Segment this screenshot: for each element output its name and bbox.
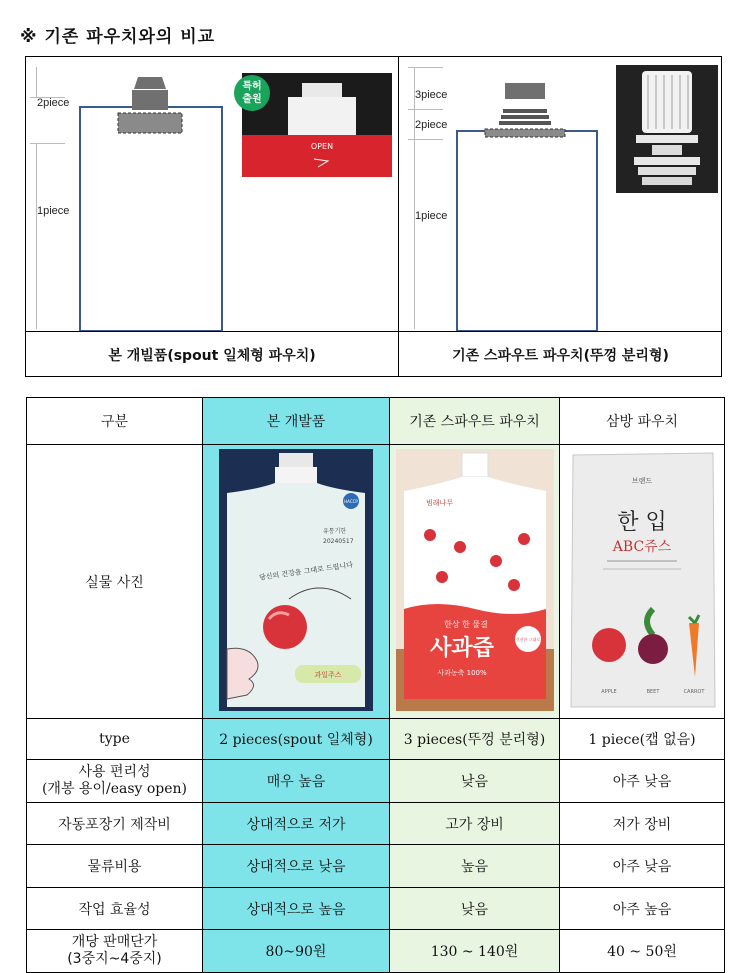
type-new-product: 2 pieces(spout 일체형) [203,719,390,760]
svg-text:과일주스: 과일주스 [314,670,342,679]
label-2piece: 2piece [415,119,448,131]
machine-cost-new-product: 상대적으로 저가 [203,803,390,845]
type-spout-pouch: 3 pieces(뚜껑 분리형) [390,719,560,760]
separate-cap-pouch-diagram [451,73,603,331]
table-row [27,930,725,973]
svg-text:한 입: 한 입 [617,509,667,535]
row-label-logistics: 물류비용 [27,845,203,888]
table-row [27,803,725,845]
table-row [27,760,725,803]
header-three-side-pouch: 삼방 파우치 [560,398,725,445]
spout-pouch-photo [396,449,554,711]
svg-text:20240517: 20240517 [323,537,354,545]
logistics-spout-pouch: 높음 [390,845,560,888]
logistics-new-product: 상대적으로 낮음 [203,845,390,888]
label-1piece: 1piece [37,205,70,217]
unit-price-new-product: 80~90원 [203,930,390,973]
header-category: 구분 [27,398,203,445]
dimension-bracket [36,67,37,97]
efficiency-new-product: 상대적으로 높음 [203,888,390,930]
convenience-three-side-pouch: 아주 낮음 [560,760,725,803]
comparison-table [26,397,725,973]
page-title: ※ 기존 파우치와의 비교 [20,27,216,47]
row-label-photo: 실물 사진 [27,445,203,719]
open-text: OPEN [310,142,334,151]
separate-cap-pouch-caption: 기존 스파우트 파우치(뚜껑 분리형) [452,347,669,364]
convenience-new-product: 매우 높음 [203,760,390,803]
svg-text:범래나무: 범래나무 [425,498,453,507]
separate-cap-photo [616,65,718,193]
svg-text:유통기한: 유통기한 [323,527,347,535]
machine-cost-three-side-pouch: 저가 장비 [560,803,725,845]
svg-text:당신의 건강을 그대로 드립니다: 당신의 건강을 그대로 드립니다 [258,560,354,582]
photo-cell-new-product [203,445,390,719]
pouch-comparison-figure [25,56,722,377]
table-row-photos [27,445,725,719]
svg-text:한상 한 물결: 한상 한 물결 [443,619,488,629]
dimension-bracket [36,143,37,329]
table-row [27,719,725,760]
svg-text:HACCP: HACCP [344,498,358,504]
patent-badge: 특허 출원 [234,75,270,111]
unit-price-spout-pouch: 130 ~ 140원 [390,930,560,973]
svg-text:브랜드: 브랜드 [631,476,653,485]
svg-text:사과즙: 사과즙 [429,635,494,661]
table-row [27,888,725,930]
svg-text:BEET: BEET [646,688,660,695]
svg-text:CARROT: CARROT [683,688,705,695]
label-1piece: 1piece [415,210,448,222]
label-3piece: 3piece [415,89,448,101]
table-row [27,845,725,888]
svg-text:APPLE: APPLE [601,688,617,695]
new-product-photo [219,449,373,711]
row-label-unit-price: 개당 판매단가 (3중지~4중지) [27,930,203,973]
row-label-efficiency: 작업 효율성 [27,888,203,930]
logistics-three-side-pouch: 아주 낮음 [560,845,725,888]
machine-cost-spout-pouch: 고가 장비 [390,803,560,845]
dimension-bracket [414,67,415,329]
header-spout-pouch: 기존 스파우트 파우치 [390,398,560,445]
label-2piece: 2piece [37,97,70,109]
efficiency-spout-pouch: 낮음 [390,888,560,930]
unit-price-three-side-pouch: 40 ~ 50원 [560,930,725,973]
table-header-row [27,398,725,445]
photo-cell-three-side-pouch [560,445,725,719]
header-new-product: 본 개발품 [203,398,390,445]
efficiency-three-side-pouch: 아주 높음 [560,888,725,930]
row-label-type: type [27,719,203,760]
svg-text:사과농축 100%: 사과농축 100% [436,668,487,677]
svg-text:ABC쥬스: ABC쥬스 [612,538,672,555]
integrated-pouch-caption: 본 개빌품(spout 일체형 파우치) [108,347,316,364]
row-label-convenience: 사용 편리성 (개봉 용이/easy open) [27,760,203,803]
type-three-side-pouch: 1 piece(캡 없음) [560,719,725,760]
photo-cell-spout-pouch [390,445,560,719]
figure-divider [398,57,399,376]
row-label-machine-cost: 자동포장기 제작비 [27,803,203,845]
svg-text:신선한 그대로: 신선한 그대로 [515,636,540,642]
convenience-spout-pouch: 낮음 [390,760,560,803]
integrated-pouch-diagram [76,73,226,331]
three-side-pouch-photo [567,449,717,711]
